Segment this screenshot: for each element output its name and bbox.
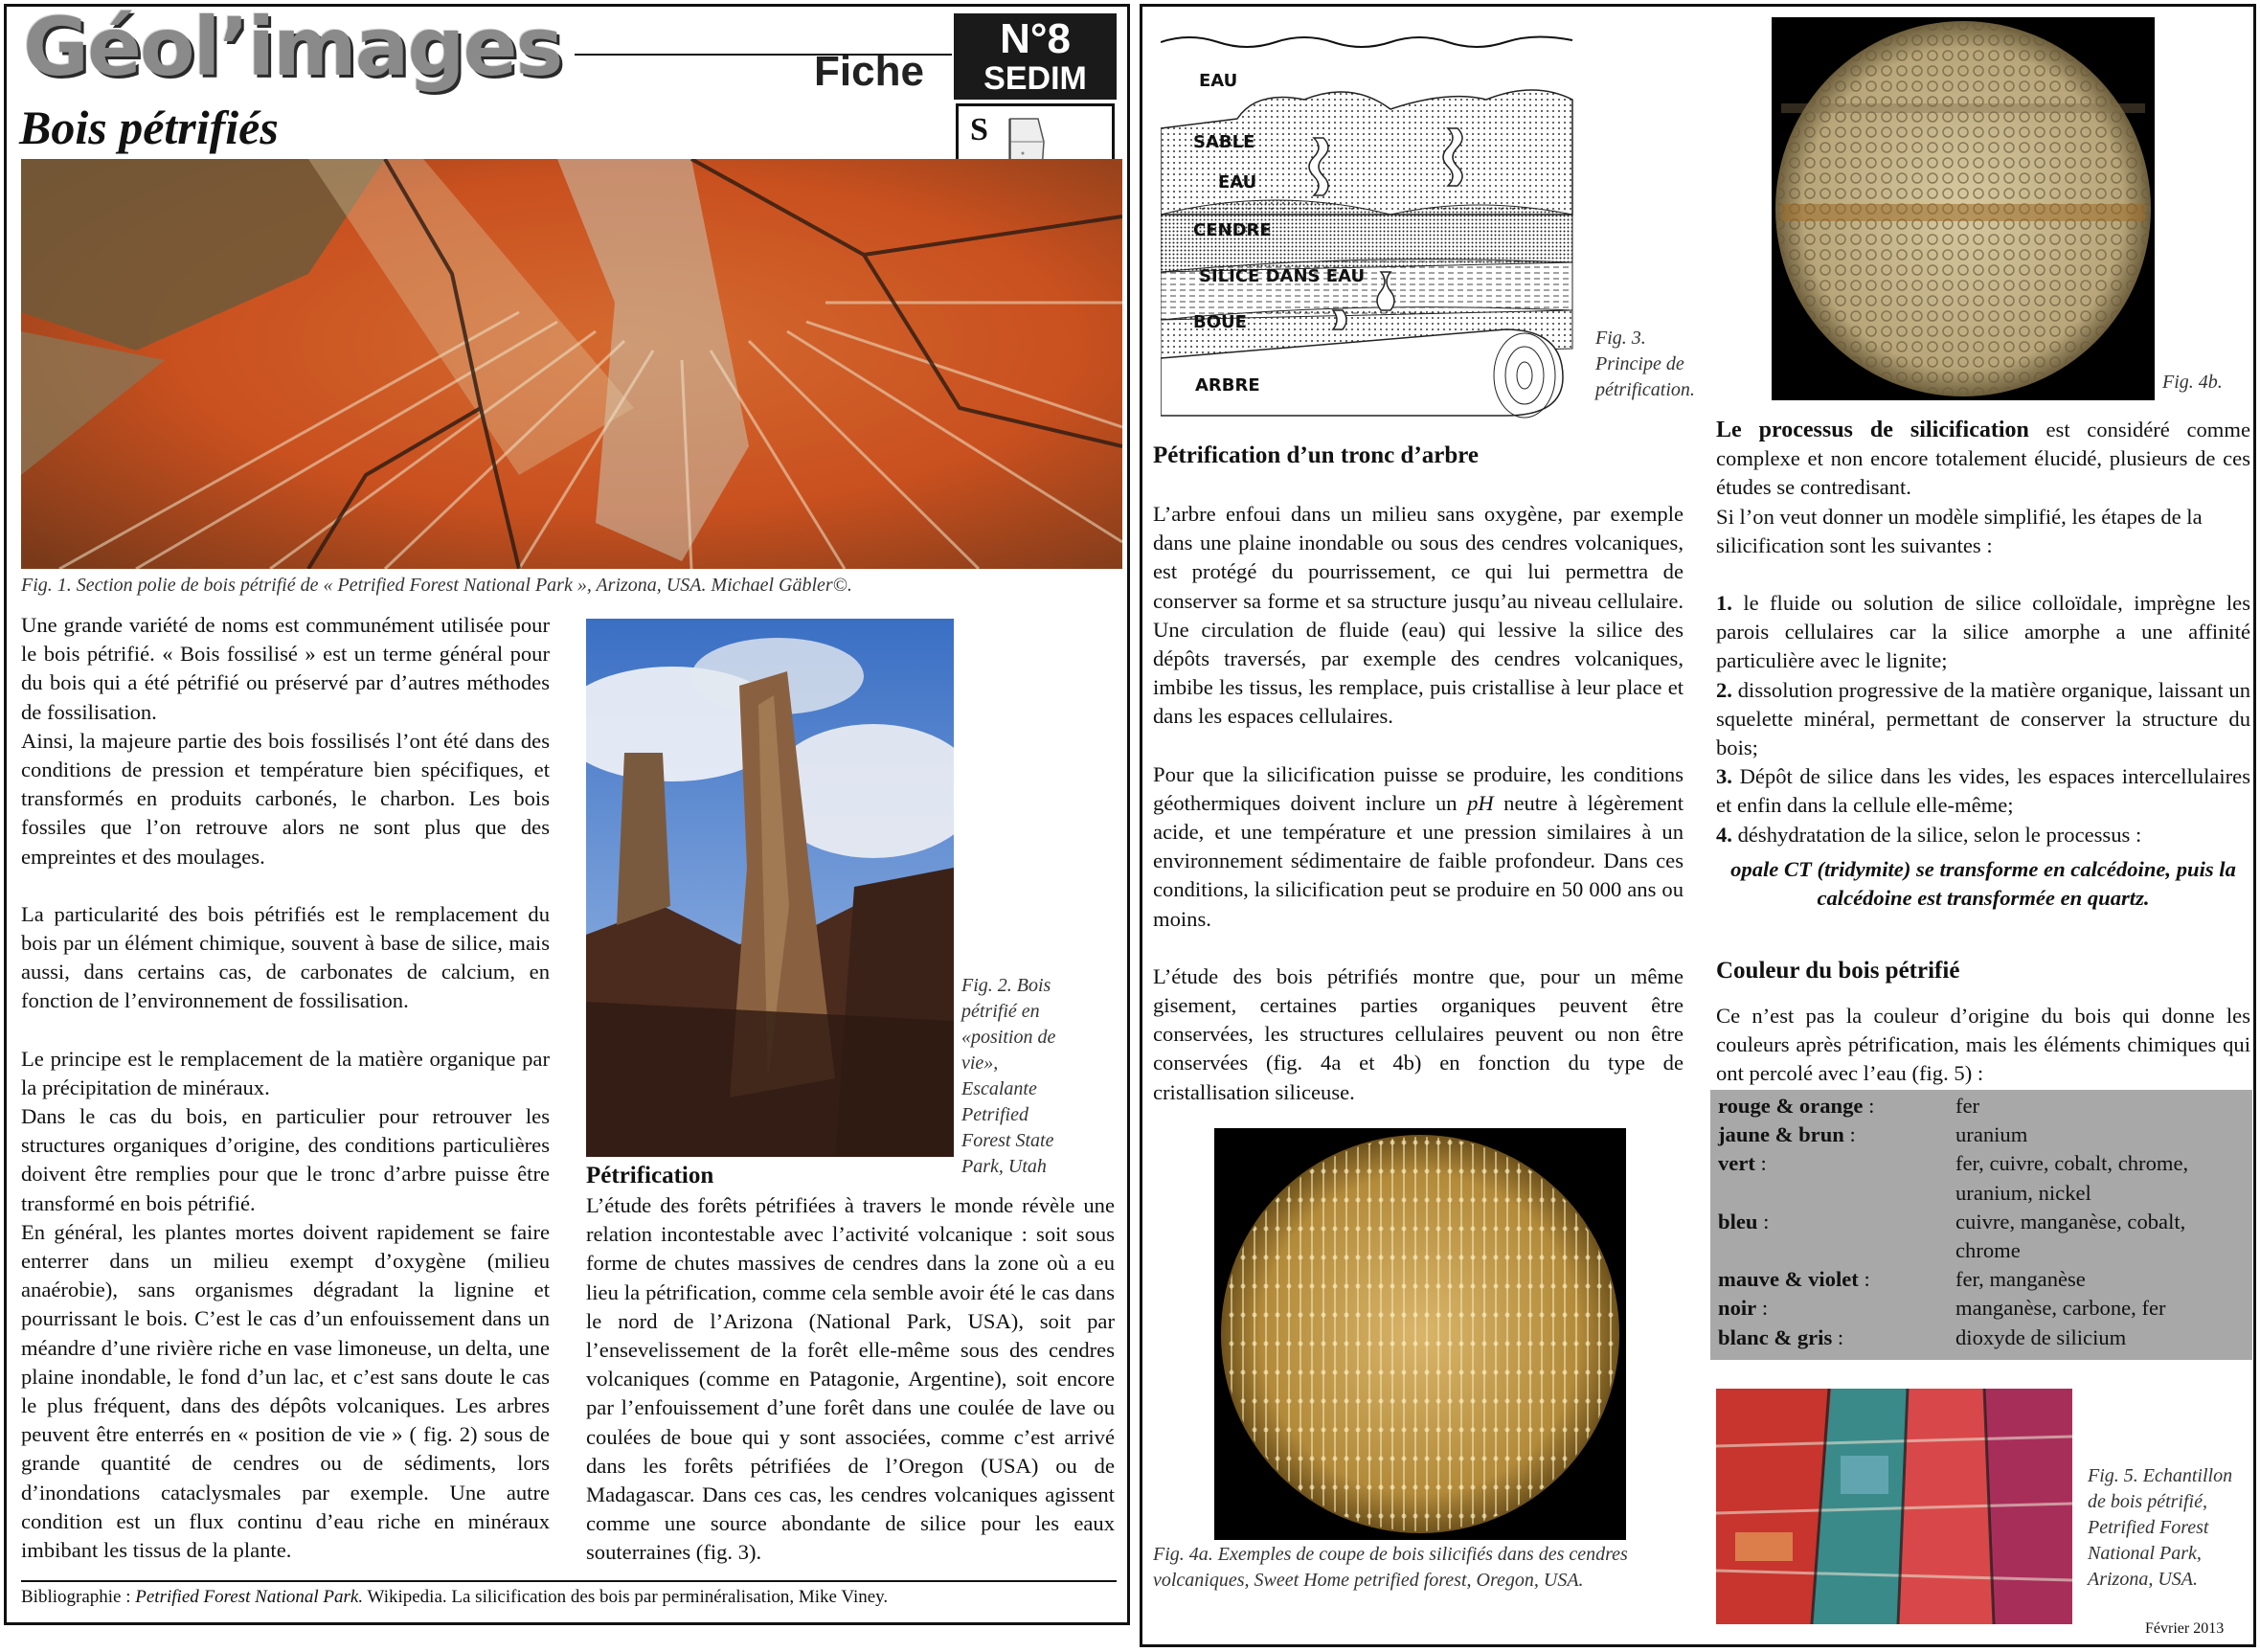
fiche-number-badge [954,13,1117,100]
tronc-text [1153,500,1684,1107]
fig2-standing-trunks-photo [586,619,954,1157]
fig4a-microscope-photo [1214,1128,1626,1540]
couleur-intro: Ce n’est pas la couleur d’origine du bois qui donne les couleurs après pétrification, mais les éléments chimiques qui ont percolé avec l’eau (fig. 5) : [1716,1004,2250,1086]
fig3-label: EAU [1199,71,1238,91]
color-row: mauve & violet : fer, manganèse [1718,1267,2086,1292]
petrification-heading: Pétrification [586,1163,714,1188]
intro-text [21,611,550,1565]
fig4b-caption: Fig. 4b. [2162,372,2223,393]
color-row: blanc & gris : dioxyde de silicium [1718,1324,2127,1349]
silicification-step: 4. déshydratation de la silice, selon le processus : [1716,822,2142,847]
fiche-series: SEDIM [983,60,1087,97]
fig3-label: ARBRE [1195,375,1260,396]
intro-paragraph: Ainsi, la majeure partie des bois fossilisés l’ont été dans des conditions de pression et température bien spécifiques, et transformés en produits carbonés, le charbon. Les bois fossiles que l’on retrouve alors ne sont plus que des empreintes et des moulages. [21,728,550,869]
fig3-label: SILICE DANS EAU [1199,266,1366,286]
silicification-heading: Le processus de silicification [1716,418,2029,442]
fig4a-caption: Fig. 4a. Exemples de coupe de bois silicifiés dans des cendres volcaniques, Sweet Home petrified forest, Oregon, USA. [1153,1544,1628,1591]
silicification-step: 1. le fluide ou solution de silice colloïdale, imprègne les parois cellulaires car la silice amorphe a une affinité particulière avec le lignite; [1716,591,2250,673]
fig2-caption: Fig. 2. Bois pétrifié en «position de vie», Escalante Petrified Forest State Park, Utah [961,975,1056,1177]
tronc-paragraph: L’arbre enfoui dans un milieu sans oxygène, par exemple dans une plaine inondable ou sous des cendres volcaniques, est protégé du pourrissement, ce qui lui permettra de conserver sa forme et sa structure jusqu’au niveau cellulaire. Une circulation de fluide (eau) qui lessive la silice des dépôts traversés, par exemple des cendres volcaniques, imbibe les tissus, les remplace, puis cristallise à leur place et dans les espaces cellulaires. [1153,502,1684,729]
silicification-conclusion: opale CT (tridymite) se transforme en calcédoine, puis la calcédoine est transformée en quartz. [1730,856,2236,911]
logo: Géol’images [23,0,562,94]
intro-paragraph: Dans le cas du bois, en particulier pour retrouver les structures organiques d’origine, des conditions particulières doivent être remplies pour que le tronc d’arbre puisse être transformé en bois pétrifié. [21,1104,550,1215]
tronc-paragraph [1153,760,1684,934]
fig3-label: SABLE [1193,132,1255,152]
silicification-section [1716,416,2250,913]
fig3-label: BOUE [1193,312,1247,332]
silicification-intro2: Si l’on veut donner un modèle simplifié, les étapes de la silicification sont les suivantes : [1716,504,2203,557]
fig3-label: CENDRE [1193,220,1272,240]
color-row: vert : fer, cuivre, cobalt, chrome, uranium, nickel [1718,1151,2189,1205]
silicification-step: 2. dissolution progressive de la matière organique, laissant un squelette minéral, permettant de conserver la structure du bois; [1716,677,2250,760]
intro-paragraph: Le principe est le remplacement de la matière organique par la précipitation de minéraux. [21,1046,550,1099]
fiche-label: Fiche [814,48,924,95]
fiche-number: N°8 [1000,15,1071,62]
fig3-petrification-diagram [1161,23,1578,425]
fig3-label: EAU [1218,172,1257,192]
tronc-text-part: Pour que la silicification puisse se produire, les conditions géothermiques doivent inclure un [1153,761,1684,815]
silicification-step: 3. Dépôt de silice dans les vides, les espaces intercellulaires et enfin dans la cellule elle-même; [1716,764,2250,818]
footer-date: Février 2013 [2145,1620,2225,1637]
fig3-caption: Fig. 3. Principe de pétrification. [1595,328,1695,400]
bibliography-rest: Wikipedia. La silicification des bois par perminéralisation, Mike Viney. [367,1587,889,1607]
fig1-caption: Fig. 1. Section polie de bois pétrifié de « Petrified Forest National Park », Arizona, USA. Michael Gäbler©. [21,575,852,596]
color-row: rouge & orange : fer [1718,1094,1980,1118]
fig5-colorful-wood-photo [1716,1389,2072,1624]
tronc-heading: Pétrification d’un tronc d’arbre [1153,442,1480,468]
ph-term: pH [1467,790,1494,815]
silicification-intro [1716,416,2250,503]
petrification-text: L’étude des forêts pétrifiées à travers le monde révèle une relation incontestable avec l’activité volcanique : soit sous forme de chutes massives de cendres dans la zone où a eu lieu la pétrification, comme cela semble avoir été le cas dans le nord de l’Arizona (National Park, USA), soit par l’ensevelissement de la forêt elle-même sous des cendres volcaniques (comme en Patagonie, Argentine), soit encore par l’enfouissement d’une forêt dans une coulée de lave ou coulées de boue qui y sont associées, comme c’est arrivé dans les forêts pétrifiées de l’Oregon (USA) ou de Madagascar. Dans ces cas, les cendres volcaniques agissent comme une source abondante de silice pour les eaux souterraines (fig. 3). [586,1193,1115,1565]
fig1-petrified-wood-photo [21,159,1122,569]
bibliography-label: Bibliographie : [21,1587,131,1607]
tronc-paragraph: L’étude des bois pétrifiés montre que, pour un même gisement, certaines parties organiques peuvent être conservées, les structures cellulaires peuvent ou non être conservées (fig. 4a et 4b) en fonction du type de cristallisation siliceuse. [1153,963,1684,1104]
bibliography-rule [21,1580,1117,1582]
bibliography-work: Petrified Forest National Park. [135,1587,364,1607]
fig5-caption: Fig. 5. Echantillon de bois pétrifié, Petrified Forest National Park, Arizona, USA. [2088,1465,2233,1590]
silicification-intro-text: est considéré comme complexe et non encore totalement élucidé, plusieurs de ces études se contredisant. [1716,418,2250,500]
color-row: noir : manganèse, carbone, fer [1718,1296,2166,1321]
color-row: jaune & brun : uranium [1718,1122,2028,1147]
intro-paragraph: En général, les plantes mortes doivent rapidement se faire enterrer dans un milieu exempt d’oxygène (milieu anaérobie), sans organismes dégradant la lignine et pourrissant le bois. C’est le cas d’un enfouissement dans un méandre d’une rivière riche en vase limoneuse, un delta, une plaine inondable, le fond d’un lac, et c’est sans doute le cas le plus fréquent, dans des dépôts volcaniques. Les arbres peuvent être enterrés en « position de vie » ( fig. 2) sous de grande quantité de cendres ou de sédiments, lors d’inondations cataclysmales par exemple. Une autre condition est un flux continu d’eau riche en minéraux imbibant les tissus de la plante. [21,1219,550,1563]
color-row: bleu : cuivre, manganèse, cobalt, chrome [1718,1209,2186,1263]
page-title: Bois pétrifiés [19,101,279,154]
couleur-heading: Couleur du bois pétrifié [1716,958,1960,984]
bibliography [21,1586,1117,1609]
intro-paragraph: La particularité des bois pétrifiés est le remplacement du bois par un élément chimique, souvent à base de silice, mais aussi, dans certains cas, de carbonates de calcium, en fonction de l’environnement de fossilisation. [21,901,550,1013]
color-elements-table [1710,1090,2252,1360]
intro-paragraph: Une grande variété de noms est communément utilisée pour le bois pétrifié. « Bois fossilisé » est un terme général pour du bois qui a été pétrifié ou préservé par d’autres méthodes de fossilisation. [21,613,550,724]
fig4b-microscope-photo [1772,17,2155,400]
tronc-text-part: neutre à légèrement acide, et une température et une pression similaires à un environnement sédimentaire de faible profondeur. Dans ces conditions, la silicification peut se produire en 50 000 ans ou moins. [1153,790,1684,931]
strat-letter: S [970,112,988,147]
